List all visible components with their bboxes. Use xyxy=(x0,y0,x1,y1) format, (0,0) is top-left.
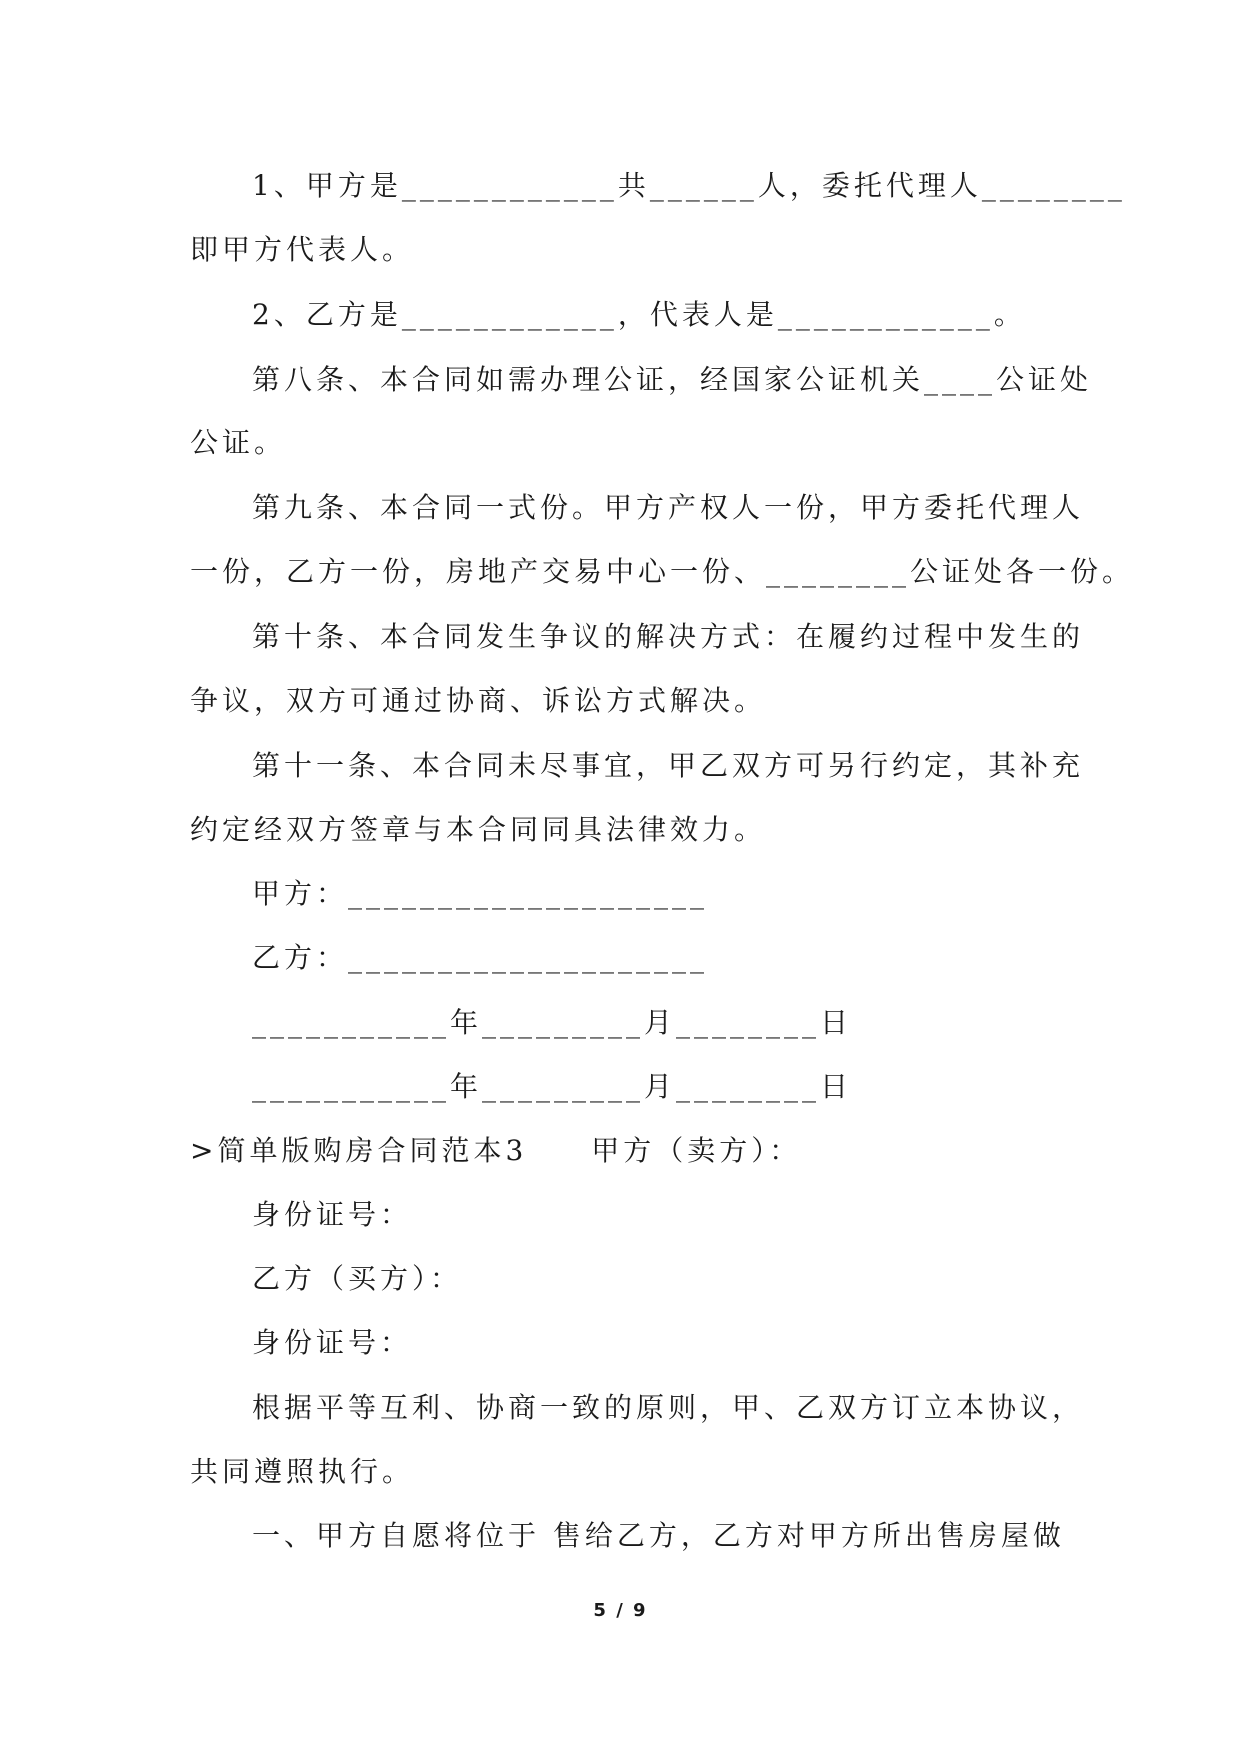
party-a-clause-cont: 即甲方代表人。 xyxy=(190,233,415,266)
party-b-clause: 2、乙方是____________，代表人是____________。 xyxy=(252,298,1026,331)
article-10-cont: 争议，双方可通过协商、诉讼方式解决。 xyxy=(190,684,767,717)
id-number-b: 身份证号： xyxy=(252,1326,413,1359)
page-number: 5 / 9 xyxy=(593,1600,648,1621)
article-11-cont: 约定经双方签章与本合同同具法律效力。 xyxy=(190,813,767,846)
party-a-signature: 甲方：____________________ xyxy=(252,877,709,910)
article-11: 第十一条、本合同未尽事宜，甲乙双方可另行约定，其补充 xyxy=(252,749,1085,782)
id-number-a: 身份证号： xyxy=(252,1198,413,1231)
date-line-2: ___________年_________月________日 xyxy=(252,1070,853,1103)
section-title: >简单版购房合同范本3 甲方（卖方）： xyxy=(190,1134,802,1167)
article-9: 第九条、本合同一式份。甲方产权人一份，甲方委托代理人 xyxy=(252,491,1085,524)
article-9-cont: 一份，乙方一份，房地产交易中心一份、________公证处各一份。 xyxy=(190,555,1135,588)
preamble-cont: 共同遵照执行。 xyxy=(190,1455,415,1488)
party-a-clause: 1、甲方是____________共______人，委托代理人________ xyxy=(252,169,1126,202)
preamble: 根据平等互利、协商一致的原则，甲、乙双方订立本协议， xyxy=(252,1391,1085,1424)
clause-1: 一、甲方自愿将位于 售给乙方，乙方对甲方所出售房屋做 xyxy=(252,1519,1065,1552)
article-10: 第十条、本合同发生争议的解决方式：在履约过程中发生的 xyxy=(252,620,1085,653)
party-b-signature: 乙方：____________________ xyxy=(252,941,709,974)
date-line-1: ___________年_________月________日 xyxy=(252,1006,853,1039)
party-b-buyer: 乙方（买方）： xyxy=(252,1262,463,1295)
article-8: 第八条、本合同如需办理公证，经国家公证机关____公证处 xyxy=(252,363,1093,396)
article-8-cont: 公证。 xyxy=(190,426,287,459)
